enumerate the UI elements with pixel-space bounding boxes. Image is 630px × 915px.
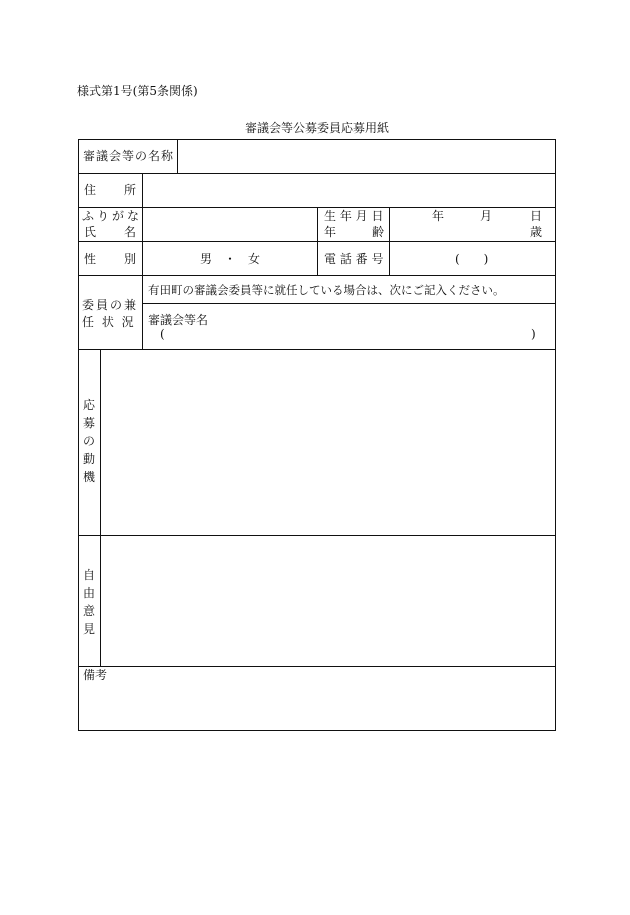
concurrent-council-label: 審議会等名 [148, 313, 209, 327]
concurrent-label-line2: 任 状 況 [82, 315, 136, 329]
age-unit: 歳 [530, 225, 543, 239]
concurrent-paren-close: ) [531, 327, 536, 341]
concurrent-label-line1: 委員の兼 [82, 298, 139, 312]
name-label-2: 名 [124, 225, 137, 239]
dob-year-unit: 年 [432, 209, 445, 223]
age-label-1: 年 [324, 225, 337, 239]
name-label-1: 氏 [84, 225, 97, 239]
age-label-2: 齢 [372, 225, 385, 239]
form-number: 様式第1号(第5条関係) [77, 84, 198, 98]
form-grid-lines [78, 139, 556, 731]
free-opinion-label: 自由意見 [82, 568, 95, 636]
dob-day-unit: 日 [530, 209, 543, 223]
council-name-label: 審議会等の名称 [83, 149, 175, 163]
furigana-label: ふりがな [82, 209, 143, 223]
phone-area-code-parens: ( ) [455, 252, 489, 266]
gender-label-2: 別 [124, 252, 137, 266]
motivation-label: 応募の動機 [82, 398, 95, 484]
gender-options: 男 ・ 女 [200, 252, 261, 266]
address-label-2: 所 [124, 183, 137, 197]
address-label-1: 住 [84, 183, 97, 197]
dob-label: 生 年 月 日 [324, 209, 384, 223]
remarks-label: 備考 [83, 668, 108, 682]
application-form-table [78, 139, 556, 731]
concurrent-paren-open: ( [160, 327, 165, 341]
concurrent-instruction: 有田町の審議会委員等に就任している場合は、次にご記入ください。 [148, 283, 505, 297]
gender-label-1: 性 [84, 252, 97, 266]
form-title: 審議会等公募委員応募用紙 [244, 121, 389, 135]
dob-month-unit: 月 [480, 209, 493, 223]
phone-label: 電 話 番 号 [324, 252, 384, 266]
